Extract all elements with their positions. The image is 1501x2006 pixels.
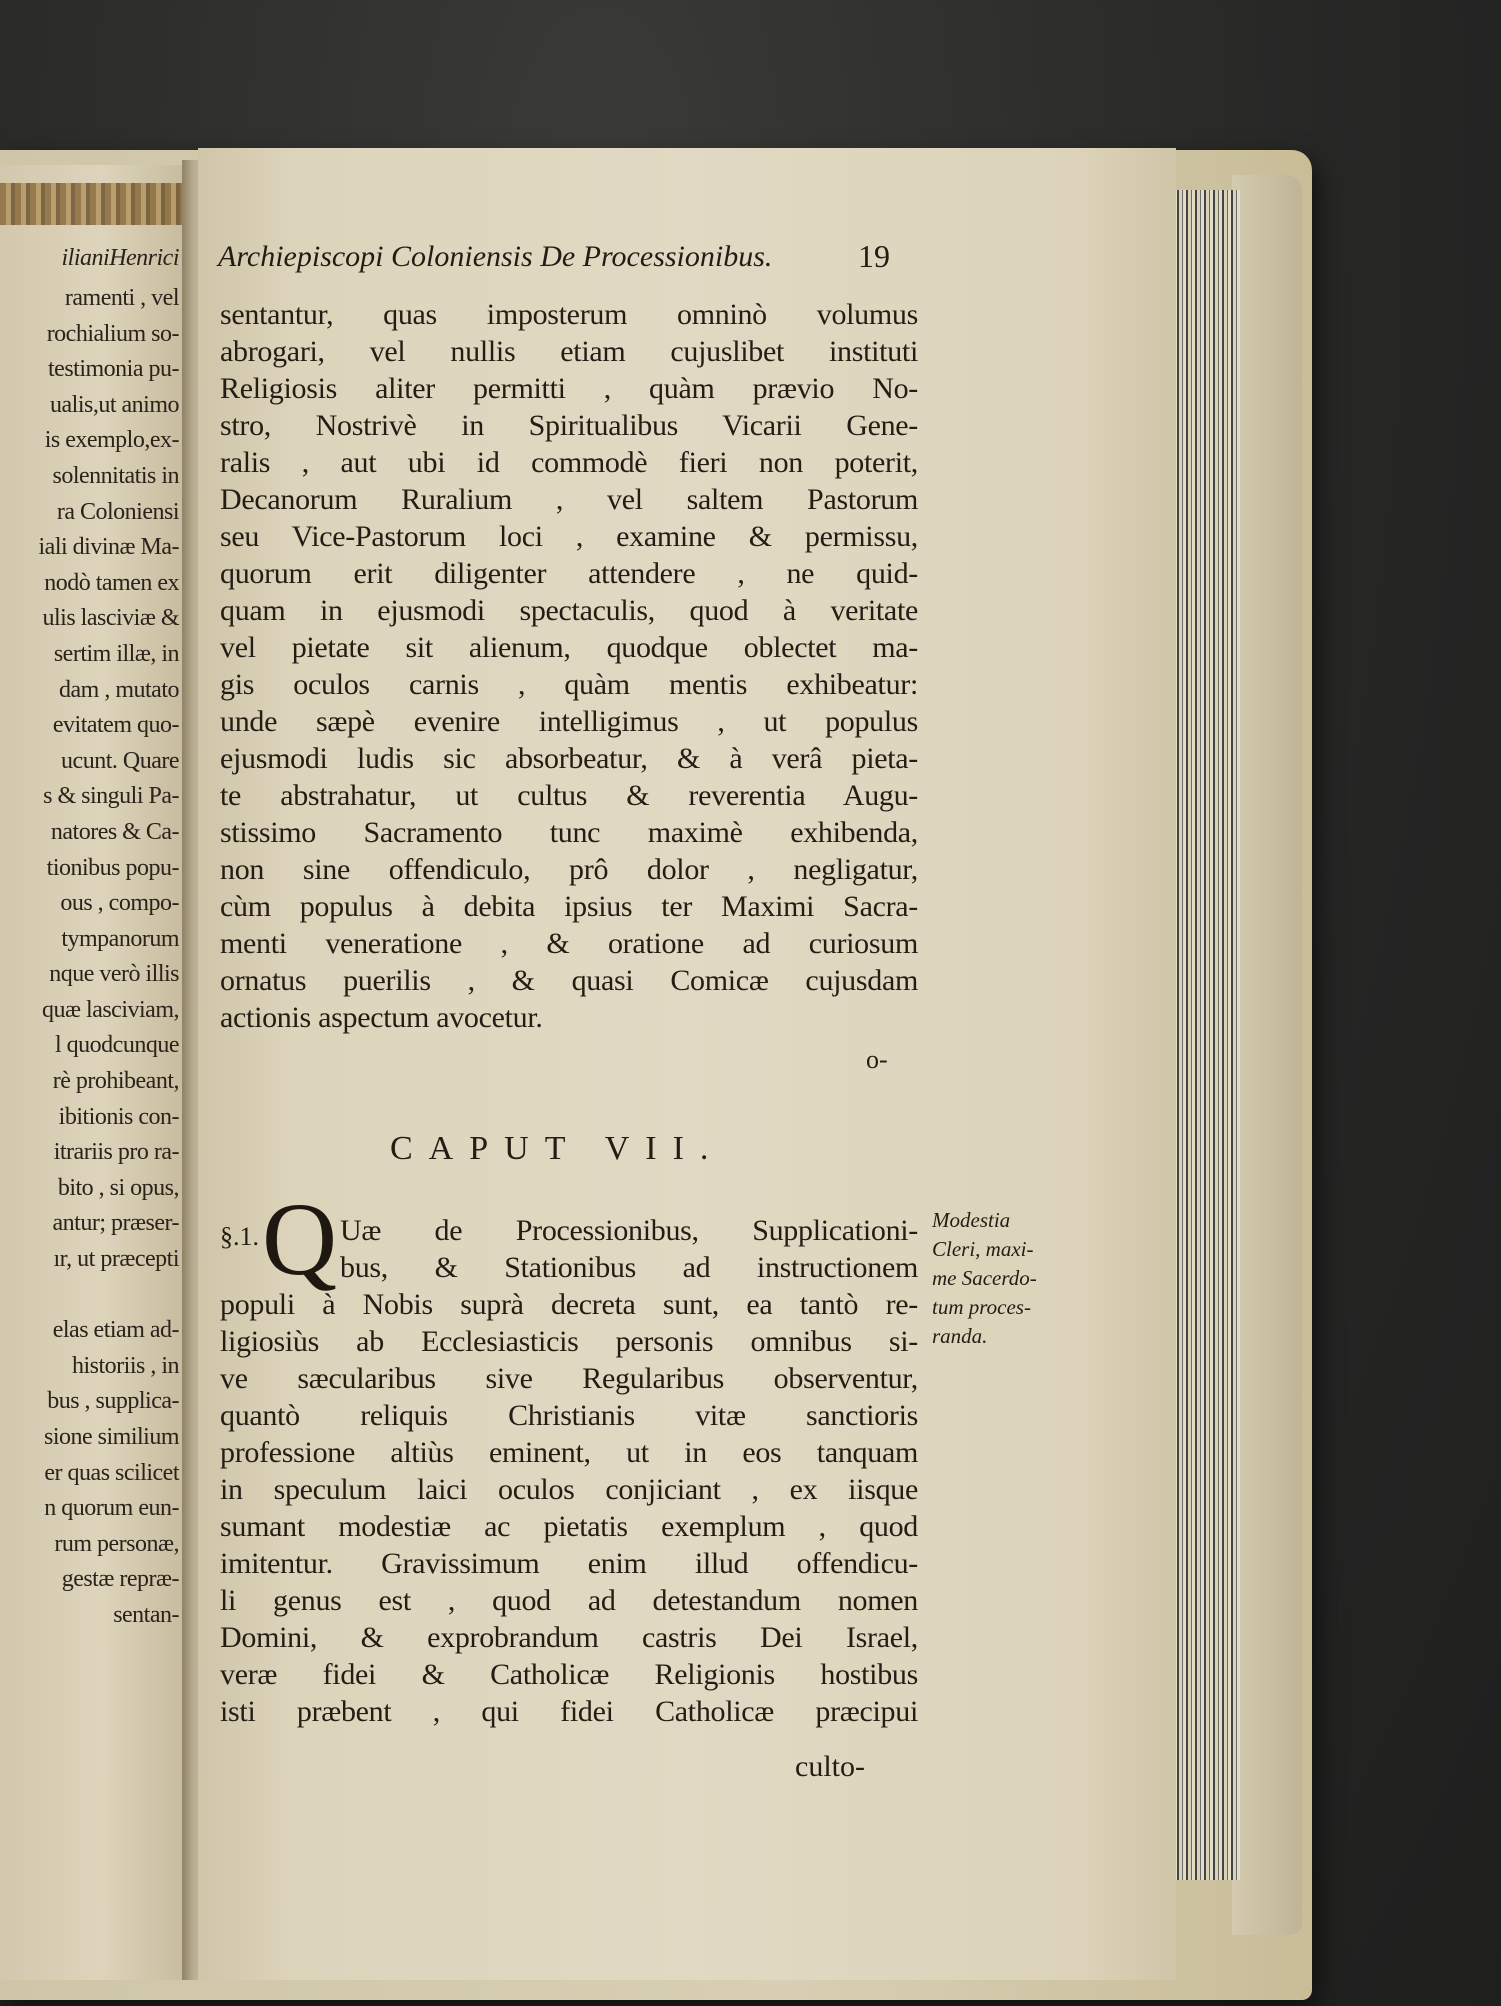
text-line: nque verò illis xyxy=(49,961,179,988)
margin-catchword: o- xyxy=(866,1045,888,1074)
text-line: randa. xyxy=(932,1324,988,1348)
text-line: populi à Nobis suprà decreta sunt, ea tantò re- xyxy=(220,1288,918,1321)
text-line: imitentur. Gravissimum enim illud offendicu- xyxy=(220,1547,918,1580)
page-number: 19 xyxy=(858,238,890,274)
text-line: rochialium so- xyxy=(46,320,179,347)
text-line: sertim illæ, in xyxy=(53,640,179,667)
text-line: itrariis pro ra- xyxy=(53,1139,179,1166)
text-line: te abstrahatur, ut cultus & reverentia Augu- xyxy=(220,779,918,812)
text-line xyxy=(0,1278,185,1314)
text-line: ır, ut præcepti xyxy=(53,1246,179,1273)
chapter-text xyxy=(220,1212,918,1730)
text-line: menti veneratione , & oratione ad curiosum xyxy=(220,927,918,960)
text-line: seu Vice-Pastorum loci , examine & permissu, xyxy=(220,520,918,553)
text-line: ramenti , vel xyxy=(64,285,179,311)
text-line: sumant modestiæ ac pietatis exemplum , quod xyxy=(220,1510,918,1543)
text-line: li genus est , quod ad detestandum nomen xyxy=(220,1584,918,1617)
fore-edge-rim xyxy=(1232,175,1302,1935)
text-line: rum personæ, xyxy=(54,1530,179,1557)
drop-cap: Q xyxy=(262,1182,338,1297)
text-line: Domini, & exprobrandum castris Dei Israel, xyxy=(220,1621,918,1654)
text-line: er quas scilicet xyxy=(44,1459,179,1486)
text-line: l quodcunque xyxy=(55,1032,179,1059)
text-line: ralis , aut ubi id commodè fieri non poterit, xyxy=(220,446,918,479)
section-mark: §.1. xyxy=(220,1222,259,1251)
text-line: unde sæpè evenire intelligimus , ut populus xyxy=(220,705,918,738)
text-line: natores & Ca- xyxy=(50,818,179,845)
text-line: Uæ de Processionibus, Supplicationi- xyxy=(340,1214,918,1247)
text-line: veræ fidei & Catholicæ Religionis hostibus xyxy=(220,1658,918,1691)
text-line: ucunt. Quare xyxy=(61,747,179,774)
text-line: historiis , in xyxy=(71,1352,179,1379)
text-line: elas etiam ad- xyxy=(52,1317,179,1344)
text-line: stissimo Sacramento tunc maximè exhibenda, xyxy=(220,816,918,849)
left-page-text xyxy=(0,281,185,1634)
running-head: Archiepiscopi Coloniensis De Processionibus. xyxy=(218,240,773,273)
text-line: tionibus popu- xyxy=(46,854,179,881)
text-line: bus, & Stationibus ad instructionem xyxy=(340,1251,918,1284)
text-line: ornatus puerilis , & quasi Comicæ cujusdam xyxy=(220,964,918,997)
marginal-note xyxy=(932,1206,1092,1351)
text-line: sentan- xyxy=(113,1601,179,1628)
text-line: ra Coloniensi xyxy=(56,498,179,525)
text-line: n quorum eun- xyxy=(44,1495,179,1522)
text-line: ualis,ut animo xyxy=(50,391,179,418)
text-line: quam in ejusmodi spectaculis, quod à veritate xyxy=(220,594,918,627)
text-line: Modestia xyxy=(932,1208,1011,1232)
text-line: quæ lasciviam, xyxy=(42,996,179,1023)
text-line: evitatem quo- xyxy=(52,712,179,739)
text-line: quantò reliquis Christianis vitæ sanctioris xyxy=(220,1399,918,1432)
chapter-title: CAPUT VII. xyxy=(390,1130,725,1167)
text-line: quorum erit diligenter attendere , ne quid- xyxy=(220,557,918,590)
text-line: ous , compo- xyxy=(60,890,179,917)
text-line: nodò tamen ex xyxy=(44,569,179,596)
text-line: Religiosis aliter permitti , quàm prævio No- xyxy=(220,372,918,405)
text-line: vel pietate sit alienum, quodque oblectet ma- xyxy=(220,631,918,664)
text-line: iali divinæ Ma- xyxy=(38,534,179,561)
body-text xyxy=(220,296,918,1036)
text-line: ejusmodi ludis sic absorbeatur, & à verâ pieta- xyxy=(220,742,918,775)
text-line: solennitatis in xyxy=(52,462,179,489)
catchword: culto- xyxy=(795,1750,865,1783)
text-line: in speculum laici oculos conjiciant , ex iisque xyxy=(220,1473,918,1506)
text-line: tum proces- xyxy=(932,1295,1031,1319)
text-line: s & singuli Pa- xyxy=(43,783,179,810)
text-line: actionis aspectum avocetur. xyxy=(220,1001,543,1034)
text-line: isti præbent , qui fidei Catholicæ præcipui xyxy=(220,1695,918,1728)
text-line: bito , si opus, xyxy=(57,1174,179,1201)
text-line: abrogari, vel nullis etiam cujuslibet instituti xyxy=(220,335,918,368)
headband xyxy=(0,183,185,225)
text-line: Cleri, maxi- xyxy=(932,1237,1034,1261)
text-line: me Sacerdo- xyxy=(932,1266,1037,1290)
left-page xyxy=(0,165,185,1980)
text-line: testimonia pu- xyxy=(48,356,179,383)
text-line: ve sæcularibus sive Regularibus observentur, xyxy=(220,1362,918,1395)
text-line: bus , supplica- xyxy=(47,1388,179,1415)
text-line: professione altiùs eminent, ut in eos tanquam xyxy=(220,1436,918,1469)
text-line: antur; præser- xyxy=(52,1210,179,1237)
text-line: is exemplo,ex- xyxy=(44,427,179,454)
text-line: Decanorum Ruralium , vel saltem Pastorum xyxy=(220,483,918,516)
text-line: ulis lasciviæ & xyxy=(42,605,179,632)
text-line: sione similium xyxy=(43,1424,179,1450)
text-line: gestæ repræ- xyxy=(61,1566,179,1593)
text-line: tympanorum xyxy=(61,925,179,952)
text-line: ligiosiùs ab Ecclesiasticis personis omnibus si- xyxy=(220,1325,918,1358)
text-line: cùm populus à debita ipsius ter Maximi Sacra- xyxy=(220,890,918,923)
text-line: sentantur, quas imposterum omninò volumus xyxy=(220,298,918,331)
left-running-head: ilianiHenrici xyxy=(61,245,179,271)
text-line: rè prohibeant, xyxy=(52,1068,179,1095)
text-line: ibitionis con- xyxy=(58,1103,179,1130)
text-line: non sine offendiculo, prô dolor , negligatur, xyxy=(220,853,918,886)
text-line: stro, Nostrivè in Spiritualibus Vicarii Gene- xyxy=(220,409,918,442)
text-line: dam , mutato xyxy=(59,676,179,703)
text-line: gis oculos carnis , quàm mentis exhibeatur: xyxy=(220,668,918,701)
